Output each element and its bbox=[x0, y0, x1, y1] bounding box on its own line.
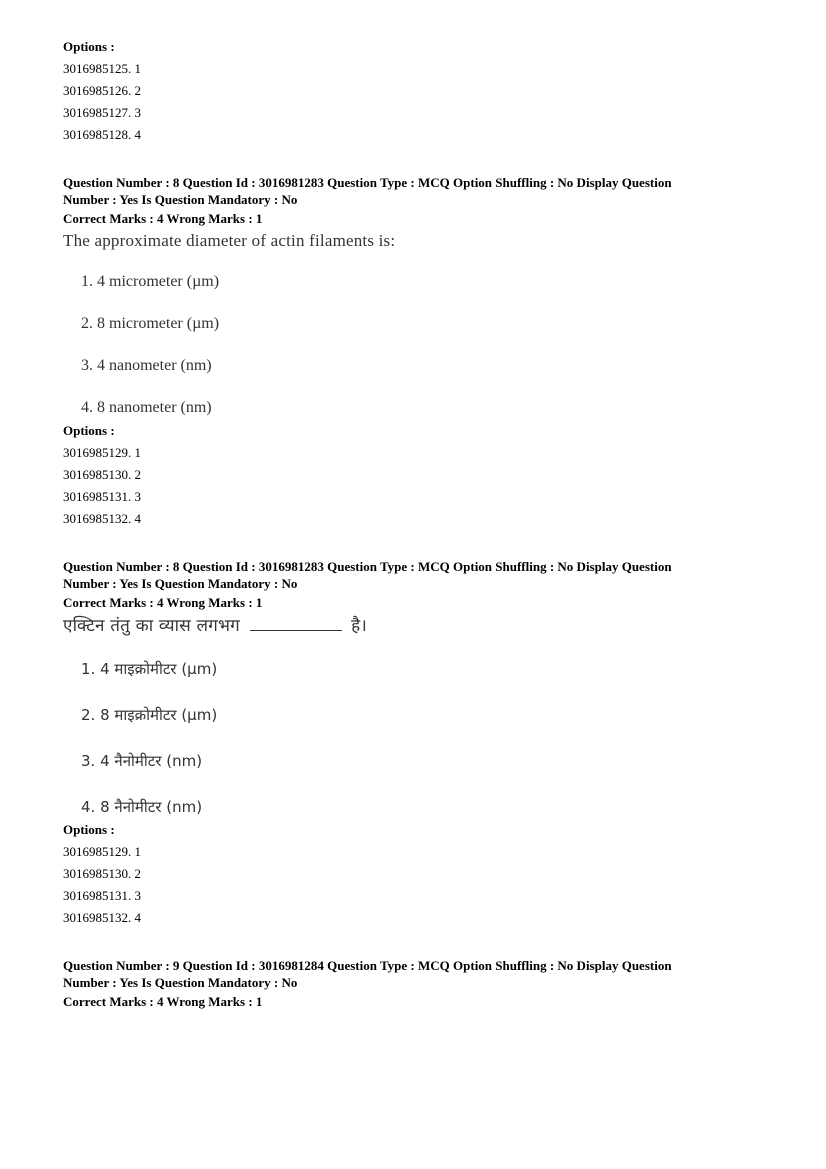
question-header-line2: Number : Yes Is Question Mandatory : No bbox=[63, 192, 298, 207]
option-id: 3016985126. 2 bbox=[63, 83, 141, 98]
question-marks: Correct Marks : 4 Wrong Marks : 1 bbox=[63, 595, 263, 610]
answer-choice: 2. 8 माइक्रोमीटर (µm) bbox=[81, 706, 218, 724]
question-header-line2: Number : Yes Is Question Mandatory : No bbox=[63, 576, 298, 591]
question-header-line1: Question Number : 8 Question Id : 3016981283 Question Type : MCQ Option Shuffling : No Display Question bbox=[63, 559, 672, 574]
answer-choice: 4. 8 nanometer (nm) bbox=[81, 399, 212, 416]
options-list bbox=[63, 841, 763, 929]
fill-in-blank bbox=[250, 614, 342, 631]
options-label: Options : bbox=[63, 822, 115, 837]
answer-choices bbox=[63, 659, 763, 817]
option-id: 3016985128. 4 bbox=[63, 127, 141, 142]
answer-choices bbox=[63, 272, 763, 418]
question-header-line1: Question Number : 9 Question Id : 3016981284 Question Type : MCQ Option Shuffling : No Display Question bbox=[63, 958, 672, 973]
answer-choice: 1. 4 micrometer (µm) bbox=[81, 273, 220, 290]
answer-choice: 3. 4 नैनोमीटर (nm) bbox=[81, 752, 203, 770]
option-id: 3016985131. 3 bbox=[63, 489, 141, 504]
options-list bbox=[63, 442, 763, 530]
question-header bbox=[63, 957, 763, 991]
question-9 bbox=[63, 957, 763, 1011]
option-id: 3016985130. 2 bbox=[63, 467, 141, 482]
option-id: 3016985131. 3 bbox=[63, 888, 141, 903]
answer-choice: 3. 4 nanometer (nm) bbox=[81, 357, 212, 374]
option-id: 3016985129. 1 bbox=[63, 844, 141, 859]
question-8-hindi bbox=[63, 558, 763, 929]
question-text-after-blank: है। bbox=[351, 616, 368, 636]
options-list bbox=[63, 58, 763, 146]
question-text: The approximate diameter of actin filaments is: bbox=[63, 231, 396, 250]
question-marks: Correct Marks : 4 Wrong Marks : 1 bbox=[63, 994, 263, 1009]
answer-choice: 4. 8 नैनोमीटर (nm) bbox=[81, 798, 203, 816]
option-id: 3016985129. 1 bbox=[63, 445, 141, 460]
question-header-line2: Number : Yes Is Question Mandatory : No bbox=[63, 975, 298, 990]
answer-choice: 1. 4 माइक्रोमीटर (µm) bbox=[81, 660, 218, 678]
previous-question-options bbox=[63, 38, 763, 146]
option-id: 3016985127. 3 bbox=[63, 105, 141, 120]
question-text bbox=[63, 614, 763, 637]
question-8-english bbox=[63, 174, 763, 530]
question-marks: Correct Marks : 4 Wrong Marks : 1 bbox=[63, 211, 263, 226]
options-label: Options : bbox=[63, 423, 115, 438]
option-id: 3016985130. 2 bbox=[63, 866, 141, 881]
option-id: 3016985125. 1 bbox=[63, 61, 141, 76]
document-page bbox=[63, 38, 763, 1011]
question-header bbox=[63, 558, 763, 592]
question-header-line1: Question Number : 8 Question Id : 3016981283 Question Type : MCQ Option Shuffling : No Display Question bbox=[63, 175, 672, 190]
option-id: 3016985132. 4 bbox=[63, 910, 141, 925]
answer-choice: 2. 8 micrometer (µm) bbox=[81, 315, 220, 332]
options-label: Options : bbox=[63, 39, 115, 54]
question-header bbox=[63, 174, 763, 208]
question-text-before-blank: एक्टिन तंतु का व्यास लगभग bbox=[63, 616, 240, 636]
option-id: 3016985132. 4 bbox=[63, 511, 141, 526]
